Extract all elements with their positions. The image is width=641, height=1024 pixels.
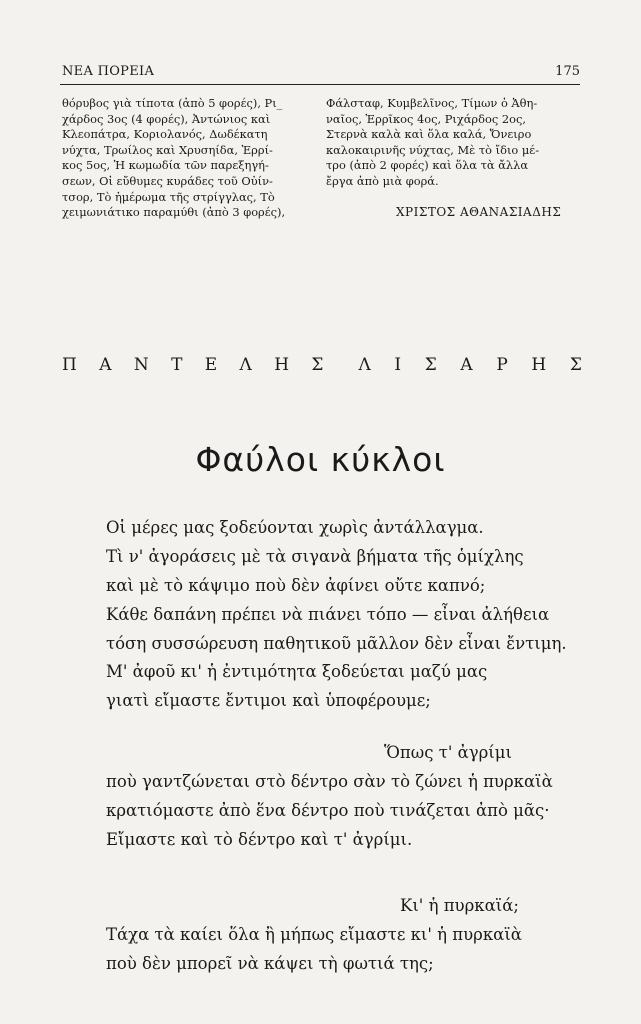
author-letter: Η [274,355,290,375]
author-letter: Σ [569,355,582,375]
poem-author [62,355,582,375]
author-letter: Π [62,355,77,375]
page-number: 175 [555,64,580,79]
text-line: τσορ, Τὸ ἡμέρωμα τῆς στρίγγλας, Τὸ [62,189,275,204]
text-line: νύχτα, Τρωίλος καὶ Χρυσηίδα, Ἑρρί- [62,142,273,157]
poem-line: Μ' ἀφοῦ κι' ἡ ἐντιμότητα ξοδεύεται μαζύ μας [106,662,488,681]
text-line: Κλεοπάτρα, Κοριολανός, Δωδέκατη [62,127,268,142]
text-line: χάρδος 3ος (4 φορές), Ἀντώνιος καὶ [62,111,271,126]
author-last-name [358,355,582,375]
right-column-text [326,96,571,190]
poem-line: ποὺ γαντζώνεται στὸ δέντρο σὰν τὸ ζώνει ἡ πυρκαϊὰ [106,772,553,791]
page-header [60,62,580,85]
author-letter: Α [460,355,473,375]
text-line: Στερνὰ καλὰ καὶ ὅλα καλά, Ὄνειρο [326,127,532,142]
text-line: καλοκαιρινῆς νύχτας, Μὲ τὸ ἴδιο μέ- [326,142,540,157]
author-letter: Σ [424,355,437,375]
text-line: τρο (ἀπὸ 2 φορές) καὶ ὅλα τὰ ἄλλα [326,158,529,173]
author-letter: Σ [311,355,324,375]
poem-line: Τὶ ν' ἀγοράσεις μὲ τὰ σιγανὰ βήματα τῆς ὁμίχλης [106,547,524,566]
journal-title: ΝΕΑ ΠΟΡΕΙΑ [62,64,155,79]
article-signature: ΧΡΙΣΤΟΣ ΑΘΑΝΑΣΙΑΔΗΣ [396,205,562,219]
poem-line: κρατιόμαστε ἀπὸ ἕνα δέντρο ποὺ τινάζεται ἀπὸ μᾶς· [106,801,550,820]
text-line: κος 5ος, Ἡ κωμωδία τῶν παρεξηγή- [62,158,269,173]
author-letter: Ι [394,355,402,375]
author-letter: Ε [204,355,218,375]
poem-line: ποὺ δὲν μπορεῖ νὰ κάψει τὴ φωτιά της; [106,954,434,973]
text-line: σεων, Οἱ εὔθυμες κυράδες τοῦ Οὐίν- [62,173,273,188]
text-line: θόρυβος γιὰ τίποτα (ἀπὸ 5 φορές), Ρι_ [62,96,283,110]
poem-line: Ὅπως τ' ἀγρίμι [384,743,512,762]
text-line: Φάλσταφ, Κυμβελῖνος, Τίμων ὁ Ἀθη- [326,96,538,110]
author-letter: Τ [171,355,183,375]
poem-line: Κι' ἡ πυρκαϊά; [400,896,519,915]
poem-line: Εἴμαστε καὶ τὸ δέντρο καὶ τ' ἀγρίμι. [106,830,413,849]
author-first-name [62,355,323,375]
author-letter: Η [531,355,547,375]
poem-line: Κάθε δαπάνη πρέπει νὰ πιάνει τόπο — εἶναι ἀλήθεια [106,605,550,624]
author-letter: Ν [133,355,149,375]
author-letter: Λ [239,355,252,375]
poem-line: Τάχα τὰ καίει ὅλα ἢ μήπως εἴμαστε κι' ἡ πυρκαϊὰ [106,925,522,944]
author-letter: Ρ [496,355,508,375]
text-line: χειμωνιάτικο παραμύθι (ἀπὸ 3 φορές), [62,205,286,220]
poem-line: καὶ μὲ τὸ κάψιμο ποὺ δὲν ἀφίνει οὔτε καπνό; [106,576,486,595]
author-letter: Λ [358,355,371,375]
poem-title: Φαύλοι κύκλοι [195,440,446,479]
text-line: ἔργα ἀπὸ μιὰ φορά. [326,173,439,188]
text-line: ναῖος, Ἑρρῖκος 4ος, Ριχάρδος 2ος, [326,111,526,126]
author-letter: Α [99,355,112,375]
poem-line: τόση συσσώρευση παθητικοῦ μᾶλλον δὲν εἶναι ἔντιμη. [106,634,567,653]
poem-line: Οἱ μέρες μας ξοδεύονται χωρὶς ἀντάλλαγμα. [106,518,484,537]
left-column-text [62,96,307,221]
poem-line: γιατὶ εἴμαστε ἔντιμοι καὶ ὑποφέρουμε; [106,691,431,710]
